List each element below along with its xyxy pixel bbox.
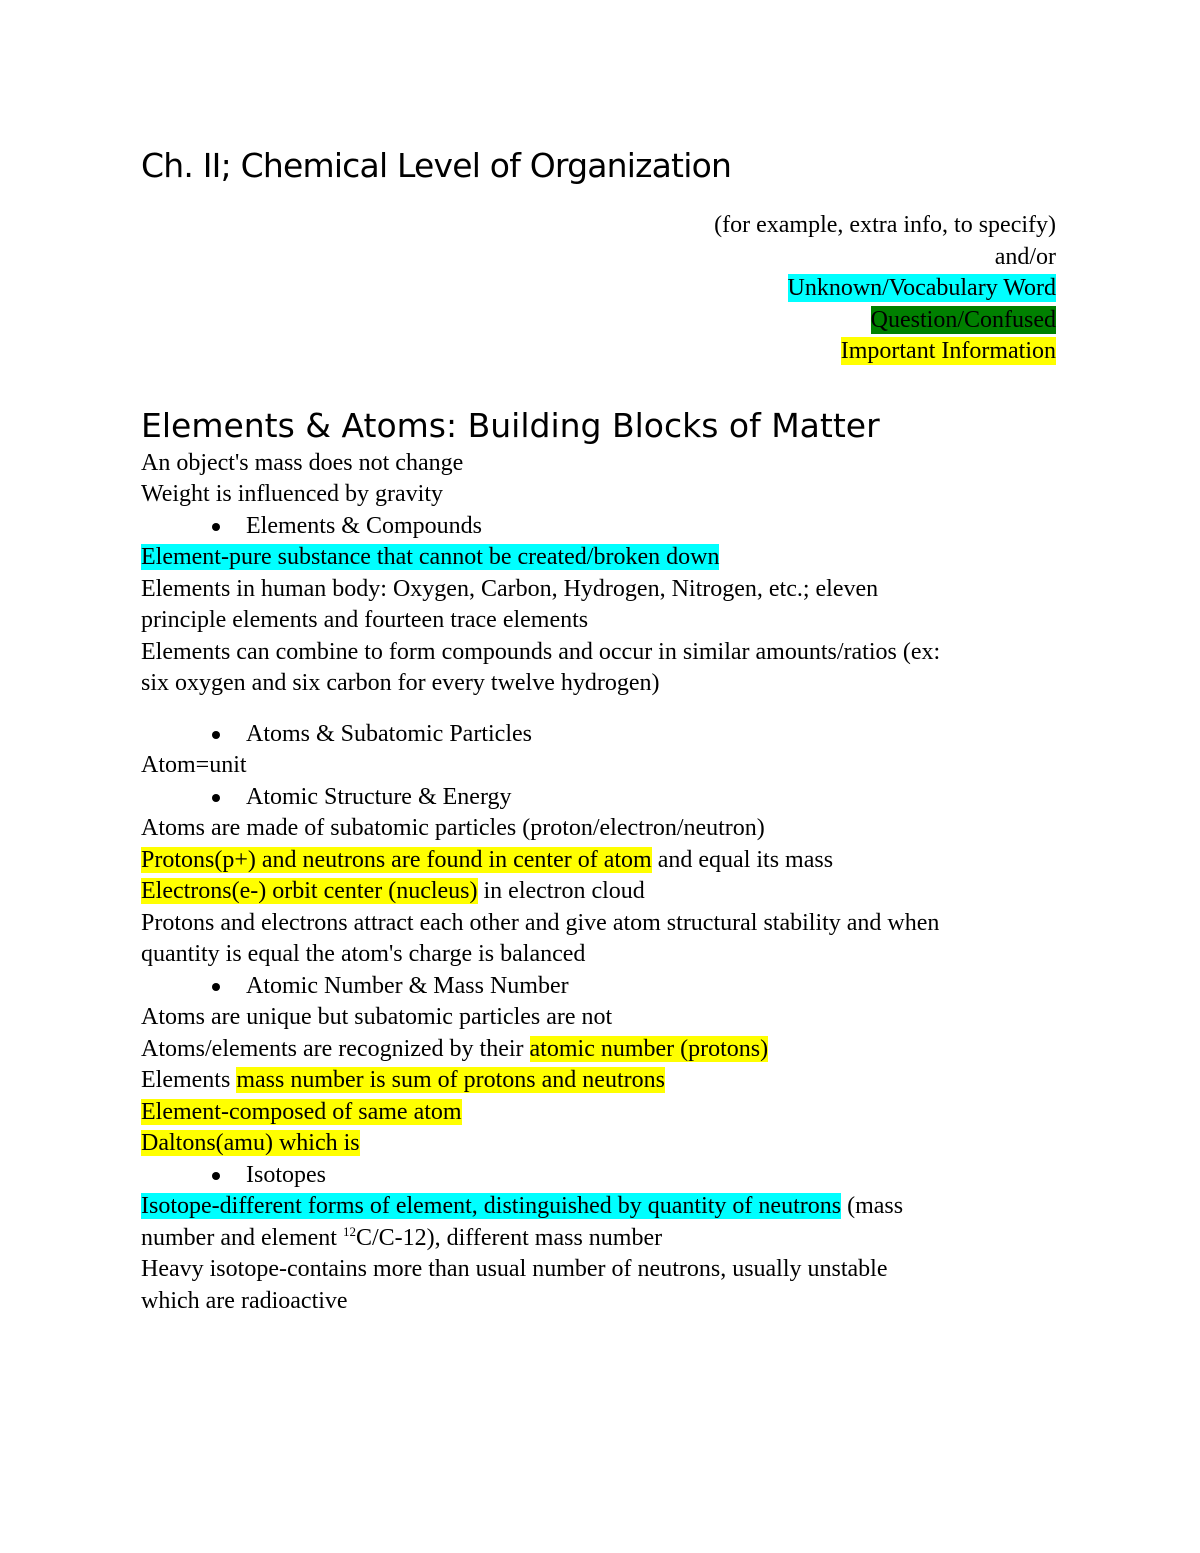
bullet-dot-icon — [212, 794, 220, 802]
bullet-item: Atomic Number & Mass Number — [141, 971, 1056, 1003]
text-line: Atoms are unique but subatomic particles are not — [141, 1004, 613, 1030]
text-line: An object's mass does not change — [141, 449, 464, 476]
section-body — [141, 448, 1056, 1318]
text-line: number and element $^{12}$C/C-12), different mass number — [141, 1223, 663, 1251]
legend-vocab: Unknown/Vocabulary Word — [787, 275, 1056, 301]
text-line: Isotope-different forms of element, distinguished by quantity of neutrons (mass — [141, 1193, 904, 1219]
important-highlight: Electrons(e-) orbit center (nucleus) — [141, 878, 478, 904]
important-highlight: mass number is sum of protons and neutrons — [236, 1067, 665, 1093]
text-line — [141, 1128, 1056, 1160]
legend-question: Question/Confused — [870, 306, 1056, 333]
bullet-dot-icon — [212, 731, 220, 739]
text-line: Electrons(e-) orbit center (nucleus) in electron cloud — [141, 878, 645, 904]
text-line: which are radioactive — [141, 1287, 348, 1314]
legend-important: Important Information — [840, 338, 1056, 364]
page-title: Ch. II; Chemical Level of Organization — [141, 146, 732, 185]
important-highlight: atomic number (protons) — [529, 1035, 769, 1062]
text-line: Protons(p+) and neutrons are found in center of atom and equal its mass — [141, 846, 834, 873]
text-line: Atoms/elements are recognized by their atomic number (protons) — [141, 1035, 769, 1062]
legend-andor: and/or — [994, 243, 1056, 270]
text-line: six oxygen and six carbon for every twelve hydrogen) — [141, 670, 660, 696]
text-line — [141, 1097, 1056, 1129]
important-highlight: Daltons(amu) which is — [141, 1130, 360, 1156]
document-content — [141, 140, 1056, 1317]
highlight-legend — [141, 210, 1056, 368]
text-line: Elements in human body: Oxygen, Carbon, Hydrogen, Nitrogen, etc.; eleven — [141, 575, 879, 602]
text-line: Atom=unit — [141, 752, 247, 778]
legend-example: (for example, extra info, to specify) — [714, 212, 1056, 238]
text-line: principle elements and fourteen trace elements — [141, 607, 589, 633]
bullet-dot-icon — [212, 523, 220, 531]
text-line: Elements can combine to form compounds and occur in similar amounts/ratios (ex: — [141, 638, 941, 665]
bullet-dot-icon — [212, 1172, 220, 1180]
important-highlight: Element-composed of same atom — [141, 1098, 462, 1125]
vocab-highlight: Isotope-different forms of element, distinguished by quantity of neutrons — [141, 1193, 842, 1219]
text-line: Elements mass number is sum of protons and neutrons — [141, 1067, 665, 1093]
text-line — [141, 542, 1056, 574]
superscript-mass: 12 — [342, 1223, 356, 1239]
bullet-dot-icon — [212, 983, 220, 991]
text-line: Protons and electrons attract each other and give atom structural stability and when — [141, 909, 940, 936]
vocab-highlight: Element-pure substance that cannot be created/broken down — [141, 544, 720, 570]
bullet-item: Atomic Structure & Energy — [141, 782, 1056, 814]
bullet-item: Atoms & Subatomic Particles — [141, 719, 1056, 751]
text-line: Heavy isotope-contains more than usual number of neutrons, usually unstable — [141, 1256, 888, 1282]
spacer — [141, 700, 1056, 719]
text-line: Weight is influenced by gravity — [141, 481, 443, 507]
bullet-item: Elements & Compounds — [141, 511, 1056, 543]
section-heading: Elements & Atoms: Building Blocks of Matter — [141, 405, 880, 445]
text-line: Atoms are made of subatomic particles (proton/electron/neutron) — [141, 815, 765, 841]
important-highlight: Protons(p+) and neutrons are found in center of atom — [141, 846, 652, 873]
text-line: quantity is equal the atom's charge is balanced — [141, 941, 586, 967]
bullet-item: Isotopes — [141, 1160, 1056, 1192]
